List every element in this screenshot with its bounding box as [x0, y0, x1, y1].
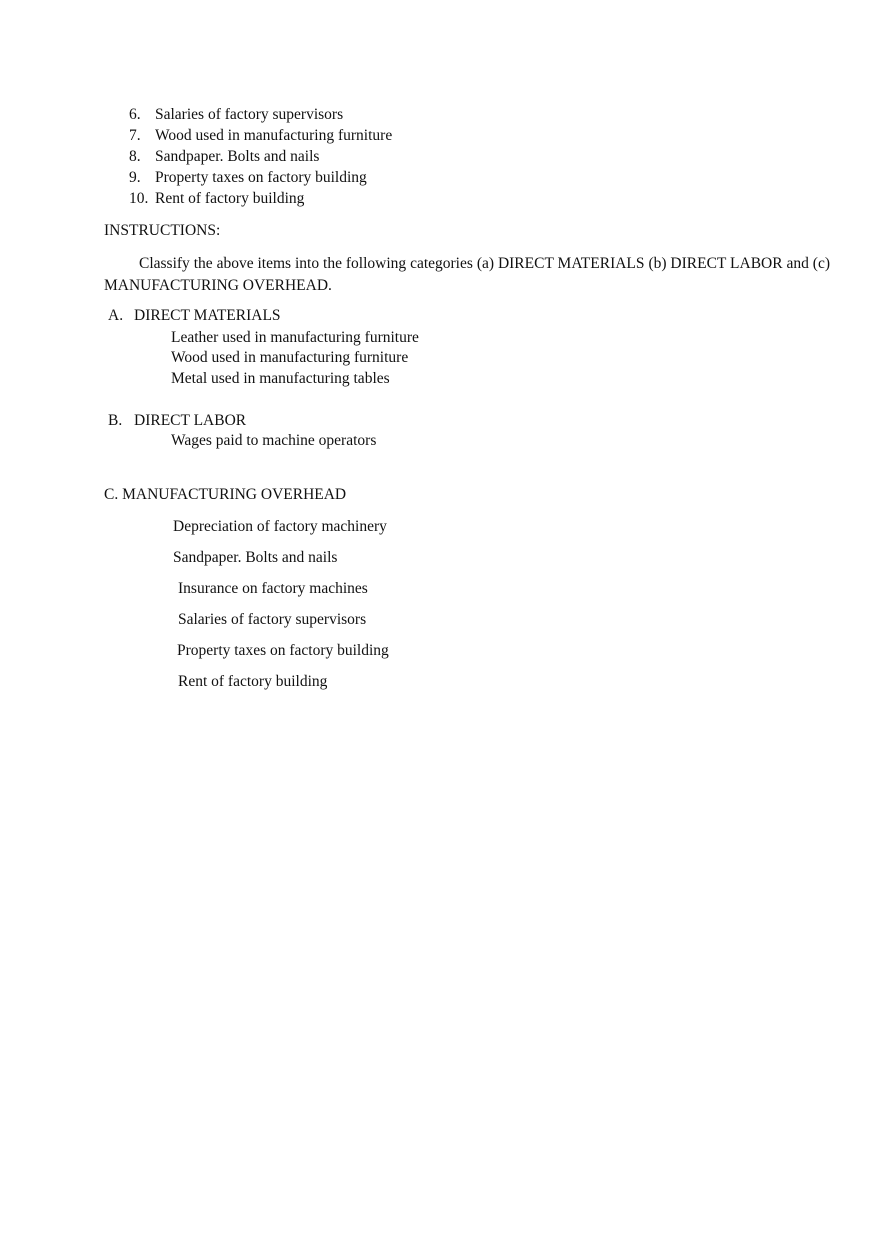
section-letter: B. [108, 412, 123, 429]
list-item: Wood used in manufacturing furniture [155, 127, 393, 144]
item-number: 9. [129, 169, 141, 186]
section-title: DIRECT LABOR [134, 412, 247, 429]
section-title: DIRECT MATERIALS [134, 307, 281, 324]
item-number: 10. [129, 190, 149, 207]
list-item: Depreciation of factory machinery [173, 518, 387, 535]
list-item: Salaries of factory supervisors [155, 106, 344, 123]
section-title: C. MANUFACTURING OVERHEAD [104, 486, 347, 503]
list-item: Salaries of factory supervisors [178, 611, 367, 628]
item-number: 7. [129, 127, 141, 144]
list-item: Wood used in manufacturing furniture [171, 349, 409, 366]
list-item: Sandpaper. Bolts and nails [173, 549, 338, 566]
list-item: Rent of factory building [155, 190, 305, 207]
list-item: Leather used in manufacturing furniture [171, 329, 419, 346]
section-letter: A. [108, 307, 124, 324]
list-item: Metal used in manufacturing tables [171, 370, 390, 387]
list-item: Wages paid to machine operators [171, 432, 377, 449]
instructions-heading: INSTRUCTIONS: [104, 222, 221, 239]
instructions-text: Classify the above items into the following categories (a) DIRECT MATERIALS (b) DIRECT LABOR and (c) MANUFACTURING OVERHEAD. [104, 255, 830, 294]
item-number: 8. [129, 148, 141, 165]
list-item: Property taxes on factory building [177, 642, 389, 659]
list-item: Sandpaper. Bolts and nails [155, 148, 320, 165]
list-item: Insurance on factory machines [178, 580, 368, 597]
list-item: Rent of factory building [178, 673, 328, 690]
item-number: 6. [129, 106, 141, 123]
list-item: Property taxes on factory building [155, 169, 367, 186]
